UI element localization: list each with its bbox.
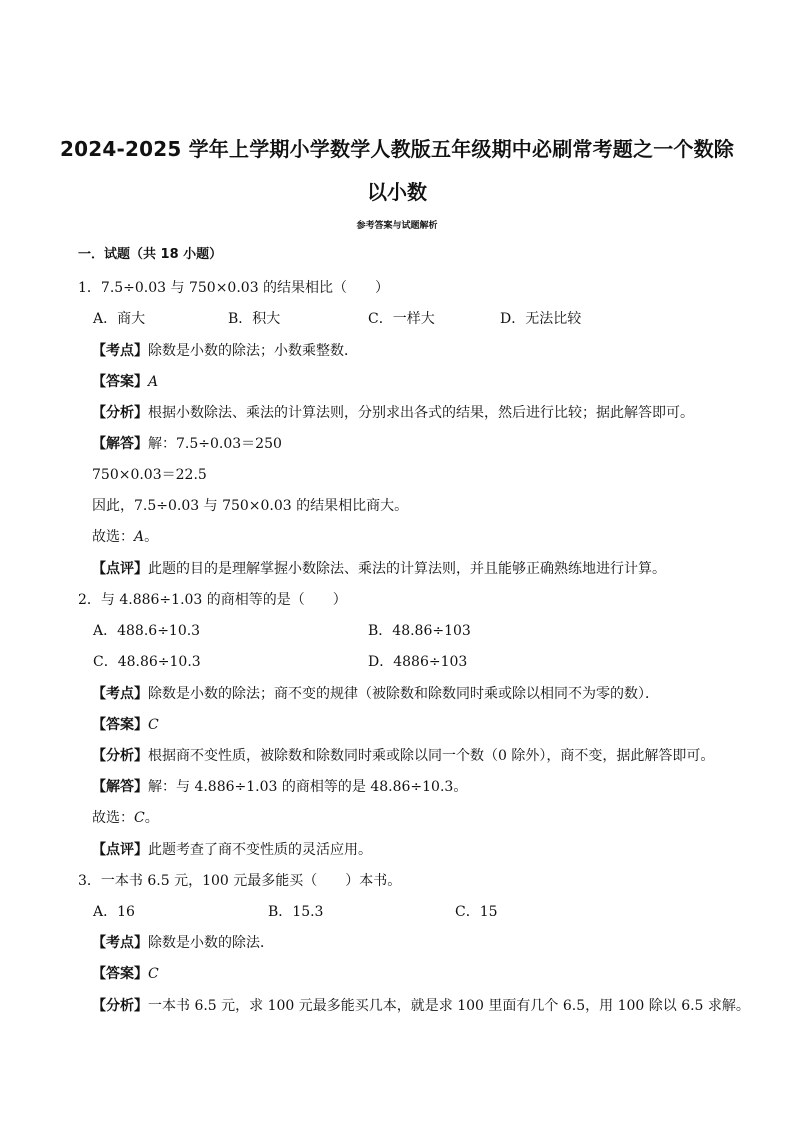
q1-kaodian-text: 除数是小数的除法；小数乘整数．: [148, 343, 358, 359]
analysis-tag: 【分析】: [92, 405, 148, 421]
q2-option-a: A．488.6÷10.3: [93, 623, 201, 639]
document-subtitle: 参考答案与试题解析: [356, 221, 438, 231]
q1-solution-step-2: 750×0.03＝22.5: [92, 467, 207, 483]
q1-selection-suffix: 。: [144, 529, 159, 545]
q2-solution-text: 解：与 4.886÷1.03 的商相等的是 48.86÷10.3。: [148, 779, 468, 795]
question-2-stem: 2．与 4.886÷1.03 的商相等的是（ ）: [78, 592, 347, 608]
solution-tag: 【解答】: [92, 779, 148, 795]
q3-kaodian: [92, 934, 274, 952]
q1-solution: [92, 435, 282, 453]
q2-kaodian-text: 除数是小数的除法；商不变的规律（被除数和除数同时乘或除以相同不为零的数）．: [148, 686, 659, 702]
q2-selection-value: C: [134, 810, 145, 826]
q3-answer: [92, 965, 159, 983]
q1-selection: [92, 528, 158, 546]
q2-selection-suffix: 。: [144, 810, 159, 826]
q2-option-c: C．48.86÷10.3: [93, 654, 201, 670]
q2-solution: [92, 778, 467, 796]
q2-selection: [92, 809, 159, 827]
q2-answer: [92, 716, 159, 734]
answer-tag: 【答案】: [92, 374, 148, 390]
q1-answer-value: A: [148, 374, 159, 390]
solution-tag: 【解答】: [92, 436, 148, 452]
kaodian-tag: 【考点】: [92, 686, 148, 702]
question-1-stem: 1．7.5÷0.03 与 750×0.03 的结果相比（ ）: [78, 280, 390, 296]
analysis-tag: 【分析】: [92, 998, 148, 1014]
q1-selection-value: A: [134, 529, 145, 545]
answer-tag: 【答案】: [92, 717, 148, 733]
question-3-stem: 3．一本书 6.5 元，100 元最多能买（ ）本书。: [78, 873, 402, 889]
q1-solution-text: 解：7.5÷0.03＝250: [148, 436, 282, 452]
q2-comment: [92, 841, 372, 859]
q1-option-c: C．一样大: [368, 311, 435, 327]
q1-kaodian: [92, 342, 358, 360]
comment-tag: 【点评】: [92, 842, 148, 858]
q3-answer-value: C: [148, 966, 159, 982]
q3-option-c: C．15: [455, 904, 498, 920]
kaodian-tag: 【考点】: [92, 935, 148, 951]
q3-analysis: [92, 997, 750, 1015]
q2-option-d: D．4886÷103: [368, 654, 468, 670]
comment-tag: 【点评】: [92, 561, 148, 577]
document-title-line-2: 以小数: [367, 180, 427, 204]
q3-kaodian-text: 除数是小数的除法．: [148, 935, 274, 951]
q1-option-a: A．商大: [93, 311, 146, 327]
q1-comment-text: 此题的目的是理解掌握小数除法、乘法的计算法则，并且能够正确熟练地进行计算。: [148, 561, 666, 577]
q2-option-b: B．48.86÷103: [368, 623, 471, 639]
q3-analysis-text: 一本书 6.5 元，求 100 元最多能买几本，就是求 100 里面有几个 6.5，用 100 除以 6.5 求解。: [148, 998, 750, 1014]
q2-analysis: [92, 747, 714, 765]
q2-analysis-text: 根据商不变性质，被除数和除数同时乘或除以同一个数（0 除外），商不变，据此解答即可。: [148, 748, 715, 764]
q2-answer-value: C: [148, 717, 159, 733]
q1-option-d: D．无法比较: [500, 311, 582, 327]
answer-tag: 【答案】: [92, 966, 148, 982]
kaodian-tag: 【考点】: [92, 343, 148, 359]
q1-option-b: B．积大: [228, 311, 281, 327]
q1-analysis-text: 根据小数除法、乘法的计算法则，分别求出各式的结果，然后进行比较；据此解答即可。: [148, 405, 694, 421]
q1-comment: [92, 560, 666, 578]
analysis-tag: 【分析】: [92, 748, 148, 764]
q2-comment-text: 此题考查了商不变性质的灵活应用。: [148, 842, 372, 858]
q1-analysis: [92, 404, 694, 422]
q3-option-a: A．16: [93, 904, 135, 920]
q2-selection-prefix: 故选：: [92, 810, 134, 826]
q1-answer: [92, 373, 158, 391]
q2-kaodian: [92, 685, 659, 703]
q1-solution-step-3: 因此，7.5÷0.03 与 750×0.03 的结果相比商大。: [92, 498, 409, 514]
q1-selection-prefix: 故选：: [92, 529, 134, 545]
document-title-line-1: 2024-2025 学年上学期小学数学人教版五年级期中必刷常考题之一个数除: [60, 137, 734, 161]
section-heading: 一．试题（共 18 小题）: [78, 247, 223, 262]
q3-option-b: B．15.3: [268, 904, 324, 920]
